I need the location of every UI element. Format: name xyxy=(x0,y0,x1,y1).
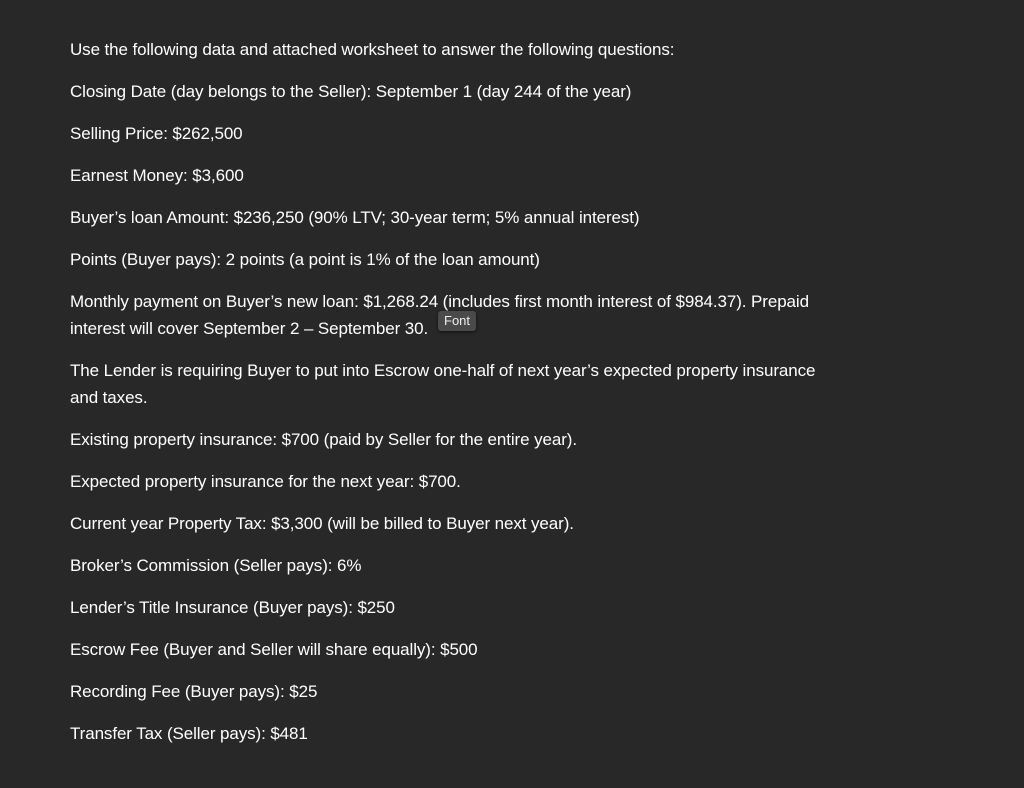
escrow-requirement-paragraph xyxy=(70,357,950,411)
broker-commission-text: Broker’s Commission (Seller pays): 6% xyxy=(70,556,362,575)
property-tax-text: Current year Property Tax: $3,300 (will be billed to Buyer next year). xyxy=(70,514,574,533)
escrow-fee-text: Escrow Fee (Buyer and Seller will share equally): $500 xyxy=(70,640,478,659)
document-body xyxy=(70,36,950,747)
existing-insurance-text: Existing property insurance: $700 (paid by Seller for the entire year). xyxy=(70,430,577,449)
title-insurance-text: Lender’s Title Insurance (Buyer pays): $250 xyxy=(70,598,395,617)
escrow-requirement-line-2: and taxes. xyxy=(70,388,148,407)
monthly-payment-line-2: interest will cover September 2 – September 30. xyxy=(70,319,429,338)
font-tooltip: Font xyxy=(438,311,476,331)
closing-date-text: Closing Date (day belongs to the Seller): September 1 (day 244 of the year) xyxy=(70,82,632,101)
monthly-payment-line-1: Monthly payment on Buyer’s new loan: $1,268.24 (includes first month interest of $984.37). Prepaid xyxy=(70,292,809,311)
points-text: Points (Buyer pays): 2 points (a point is 1% of the loan amount) xyxy=(70,250,540,269)
intro-text: Use the following data and attached worksheet to answer the following questions: xyxy=(70,40,675,59)
selling-price-text: Selling Price: $262,500 xyxy=(70,124,243,143)
escrow-requirement-line-1: The Lender is requiring Buyer to put into Escrow one-half of next year’s expected property insurance xyxy=(70,361,816,380)
buyer-loan-text: Buyer’s loan Amount: $236,250 (90% LTV; 30-year term; 5% annual interest) xyxy=(70,208,640,227)
monthly-payment-paragraph xyxy=(70,288,950,342)
transfer-tax-text: Transfer Tax (Seller pays): $481 xyxy=(70,724,308,743)
recording-fee-text: Recording Fee (Buyer pays): $25 xyxy=(70,682,318,701)
earnest-money-text: Earnest Money: $3,600 xyxy=(70,166,244,185)
expected-insurance-text: Expected property insurance for the next year: $700. xyxy=(70,472,461,491)
